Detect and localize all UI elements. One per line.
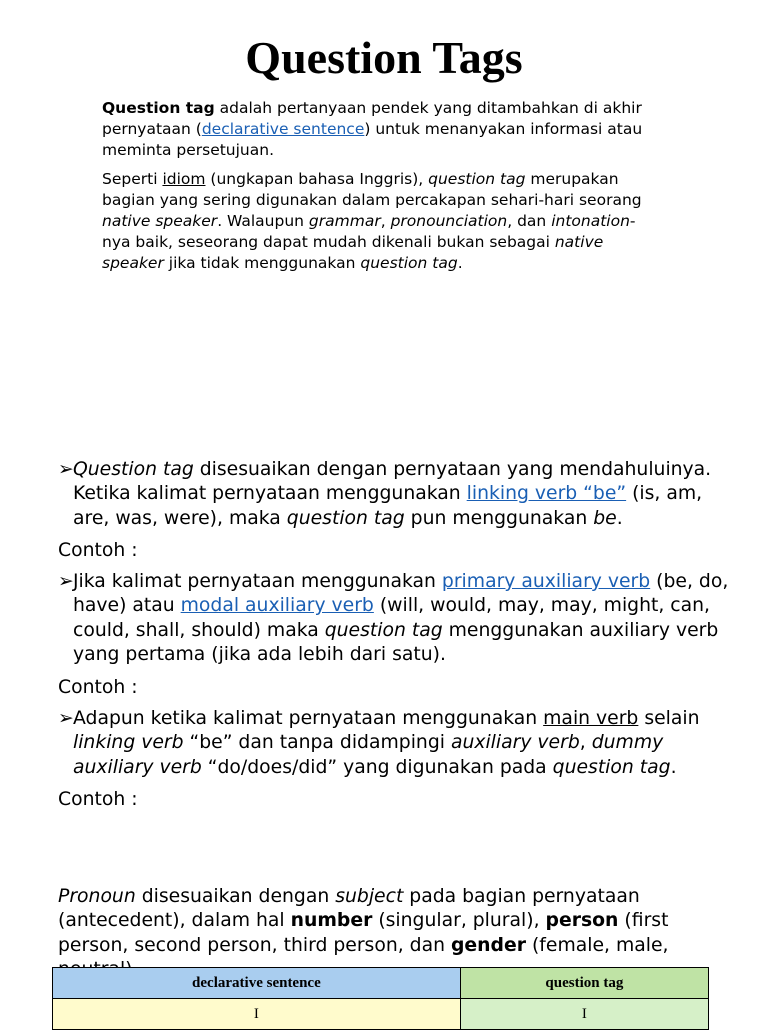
arrow-bullet-icon: ➢ bbox=[58, 459, 74, 480]
arrow-bullet-icon: ➢ bbox=[58, 571, 74, 592]
main-verb-term: main verb bbox=[543, 708, 639, 729]
term-question-tag: Question tag bbox=[102, 99, 215, 117]
bullet-auxiliary-verb: ➢Jika kalimat pernyataan menggunakan primary auxiliary verb (be, do, have) atau modal auxiliary verb (will, would, may, may, might, can, could, shall, should) maka question tag menggunakan auxiliary verb yang pertama (jika ada lebih dari satu). bbox=[58, 571, 729, 666]
pronoun-paragraph: Pronoun disesuaikan dengan subject pada bagian pernyataan (antecedent), dalam hal number (singular, plural), person (first person, second person, third person, dan gender (female, male, bbox=[58, 886, 669, 956]
link-modal-auxiliary-verb[interactable]: modal auxiliary verb bbox=[180, 595, 374, 617]
contoh-label: Contoh : bbox=[58, 789, 138, 810]
page-title: Question Tags bbox=[245, 32, 523, 83]
table-header-row bbox=[53, 968, 709, 999]
intro-paragraph-usage: Seperti idiom (ungkapan bahasa Inggris), question tag merupakan bagian yang sering digunakan dalam percakapan sehari-hari seorang native speaker. Walaupun grammar, pronounciation, dan intonation-nya baik, seseorang dapat mudah dikenali bukan sebagai native speaker jika tidak menggunakan question tag. bbox=[102, 170, 642, 272]
intro-paragraph-definition: Question tag adalah pertanyaan pendek yang ditambahkan di akhir pernyataan (declarative sentence) untuk menanyakan informasi atau meminta persetujuan. bbox=[102, 99, 643, 159]
bullet-main-verb: ➢Adapun ketika kalimat pernyataan menggunakan main verb selain linking verb “be” dan tanpa didampingi auxiliary verb, dummy auxiliary verb “do/does/did” yang digunakan pada question tag. bbox=[58, 708, 700, 778]
idiom-term: idiom bbox=[162, 170, 206, 188]
link-linking-verb[interactable]: linking verb “be” bbox=[466, 483, 627, 505]
header-declarative-sentence: declarative sentence bbox=[53, 968, 461, 999]
contoh-label: Contoh : bbox=[58, 677, 138, 698]
header-question-tag: question tag bbox=[460, 968, 708, 999]
link-declarative-sentence[interactable]: declarative sentence bbox=[201, 120, 365, 138]
question-tag-table bbox=[52, 967, 709, 1030]
bullet-linking-verb: ➢Question tag disesuaikan dengan pernyataan yang mendahuluinya. Ketika kalimat pernyataan menggunakan linking verb “be” (is, am, are, was, were), maka question tag pun menggunakan be. bbox=[58, 459, 712, 529]
contoh-label: Contoh : bbox=[58, 540, 138, 561]
link-primary-auxiliary-verb[interactable]: primary auxiliary verb bbox=[441, 571, 651, 592]
arrow-bullet-icon: ➢ bbox=[58, 708, 74, 729]
table-cell: I bbox=[53, 999, 461, 1030]
table-cell: I bbox=[460, 999, 708, 1030]
table-row bbox=[53, 999, 709, 1030]
